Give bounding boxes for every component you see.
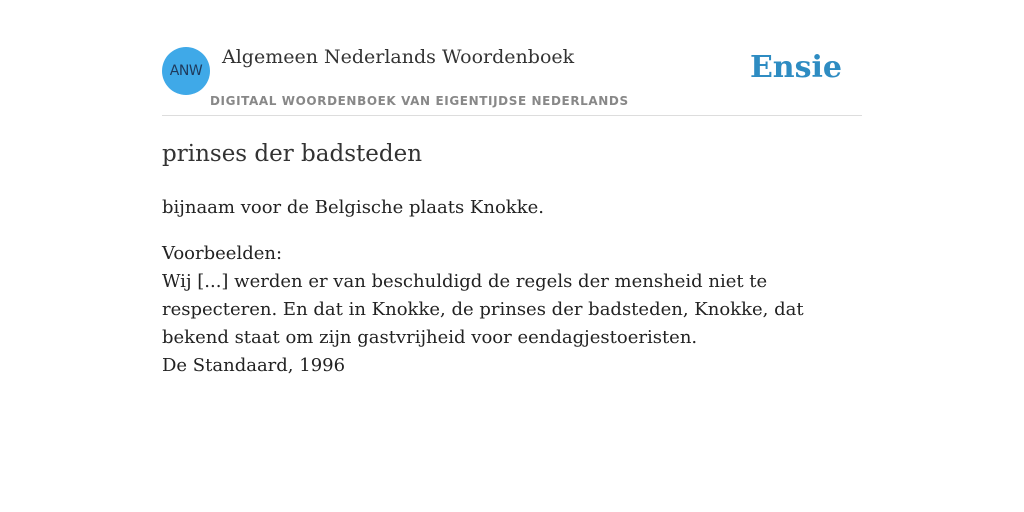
ensie-brand-link[interactable]: Ensie (749, 50, 842, 85)
definition: bijnaam voor de Belgische plaats Knokke. (162, 197, 544, 218)
examples-label: Voorbeelden: (162, 243, 283, 264)
site-subtitle: DIGITAAL WOORDENBOEK VAN EIGENTIJDSE NEDERLANDS (210, 94, 629, 108)
site-title[interactable]: Algemeen Nederlands Woordenboek (222, 46, 575, 68)
site-header (162, 40, 862, 116)
logo-text: ANW (169, 63, 203, 79)
example-text: Wij [...] werden er van beschuldigd de regels der mensheid niet te respecteren. En dat in Knokke, de prinses der badsteden, Knokke, dat bekend staat om zijn gastvrijheid voor eendagjestoeristen. (162, 271, 804, 348)
entry-content (162, 138, 862, 380)
headword: prinses der badsteden (162, 141, 423, 167)
example-source: De Standaard, 1996 (162, 355, 346, 376)
anw-logo[interactable] (162, 47, 210, 95)
examples-block (162, 240, 862, 380)
